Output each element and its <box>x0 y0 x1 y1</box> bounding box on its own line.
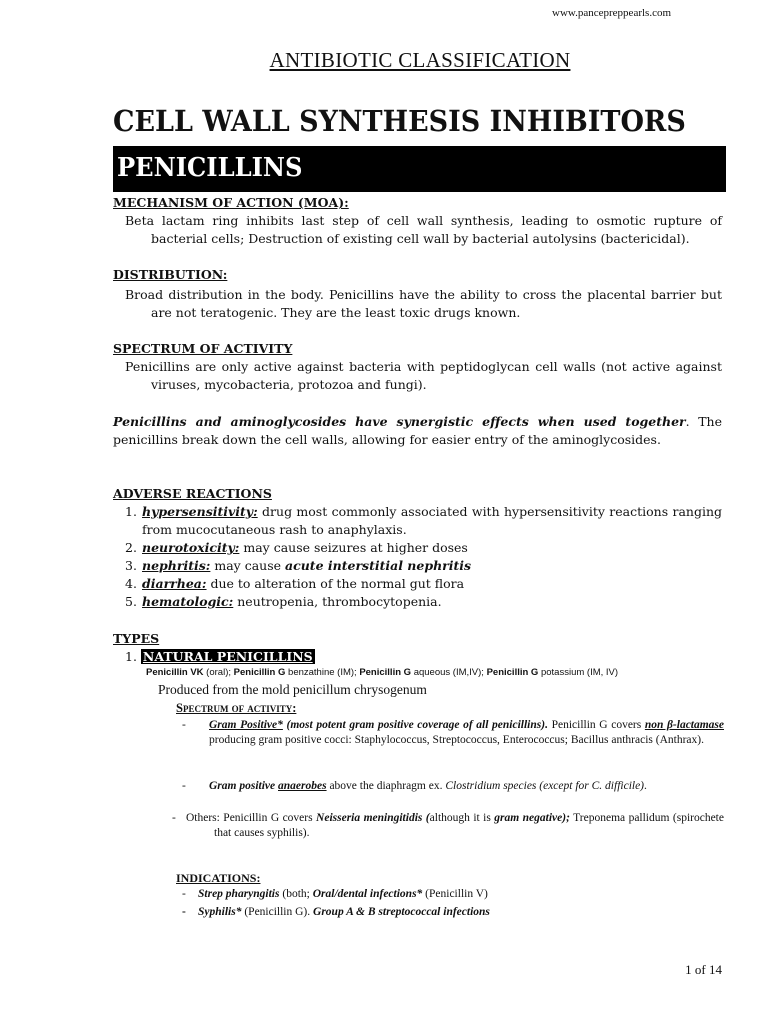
produced-from-text: Produced from the mold penicillum chrysogenum <box>158 682 427 697</box>
natural-penicillins-label: NATURAL PENICILLINS <box>142 649 313 664</box>
indication-item: - Syphilis* (Penicillin G). Group A & B streptococcal infections <box>182 906 490 918</box>
distribution-heading: DISTRIBUTION: <box>113 267 228 282</box>
natural-drug-list: Penicillin VK (oral); Penicillin G benzathine (IM); Penicillin G aqueous (IM,IV); Penicillin G potassium (IM, IV) <box>146 667 619 678</box>
list-item: 1. hypersensitivity: drug most commonly associated with hypersensitivity reactions ranging from mucocutaneous rash to anaphylaxis. <box>125 504 722 537</box>
natural-penicillins-item: 1. NATURAL PENICILLINS <box>125 649 313 664</box>
list-item: 5. hematologic: neutropenia, thrombocytopenia. <box>125 594 442 609</box>
banner-text: PENICILLINS <box>117 153 303 183</box>
distribution-paragraph: Broad distribution in the body. Penicillins have the ability to cross the placental barrier but are not teratogenic. They are the least toxic drugs known. <box>125 287 722 320</box>
synergy-paragraph: Penicillins and aminoglycosides have synergistic effects when used together. The penicillins break down the cell walls, allowing for easier entry of the aminoglycosides. <box>113 414 722 447</box>
indication-item: - Strep pharyngitis (both; Oral/dental infections* (Penicillin V) <box>182 888 488 900</box>
list-item: 2. neurotoxicity: may cause seizures at higher doses <box>125 540 468 555</box>
spectrum-heading: SPECTRUM OF ACTIVITY <box>113 341 293 356</box>
moa-heading: MECHANISM OF ACTION (MOA): <box>113 195 349 210</box>
adverse-list <box>125 503 722 611</box>
types-heading: TYPES <box>113 631 160 646</box>
list-item: 3. nephritis: may cause acute interstitial nephritis <box>125 558 472 573</box>
list-item: 4. diarrhea: due to alteration of the normal gut flora <box>125 576 465 591</box>
document-title: ANTIBIOTIC CLASSIFICATION <box>269 48 571 72</box>
anaerobes-item: - Gram positive anaerobes above the diaphragm ex. Clostridium species (except for C. difficile). <box>182 780 647 792</box>
page-number: 1 of 14 <box>685 962 722 977</box>
spectrum-paragraph: Penicillins are only active against bacteria with peptidoglycan cell walls (not active against viruses, mycobacteria, protozoa and fungi). <box>125 359 722 392</box>
others-item: - Others: Penicillin G covers Neisseria meningitidis (although it is gram negative); Treponema pallidum (spirochete that causes syphilis). <box>172 812 724 839</box>
indications-heading: INDICATIONS: <box>176 871 261 885</box>
natural-spectrum-heading: Spectrum of activity: <box>176 701 297 715</box>
penicillins-banner <box>113 146 726 192</box>
website-url: www.pancepreppearls.com <box>552 7 672 19</box>
gram-positive-item: - Gram Positive* (most potent gram positive coverage of all penicillins). Penicillin G covers non β-lactamase producing gram positive cocci: Staphylococcus, Streptococcus, Enterococcus; Bacillus anthracis (Anthrax). <box>182 719 725 746</box>
section-title: CELL WALL SYNTHESIS INHIBITORS <box>113 104 686 138</box>
adverse-heading: ADVERSE REACTIONS <box>113 486 272 501</box>
moa-paragraph: Beta lactam ring inhibits last step of cell wall synthesis, leading to osmotic rupture of bacterial cells; Destruction of existing cell wall by bacterial autolysins (bactericidal). <box>125 213 722 246</box>
